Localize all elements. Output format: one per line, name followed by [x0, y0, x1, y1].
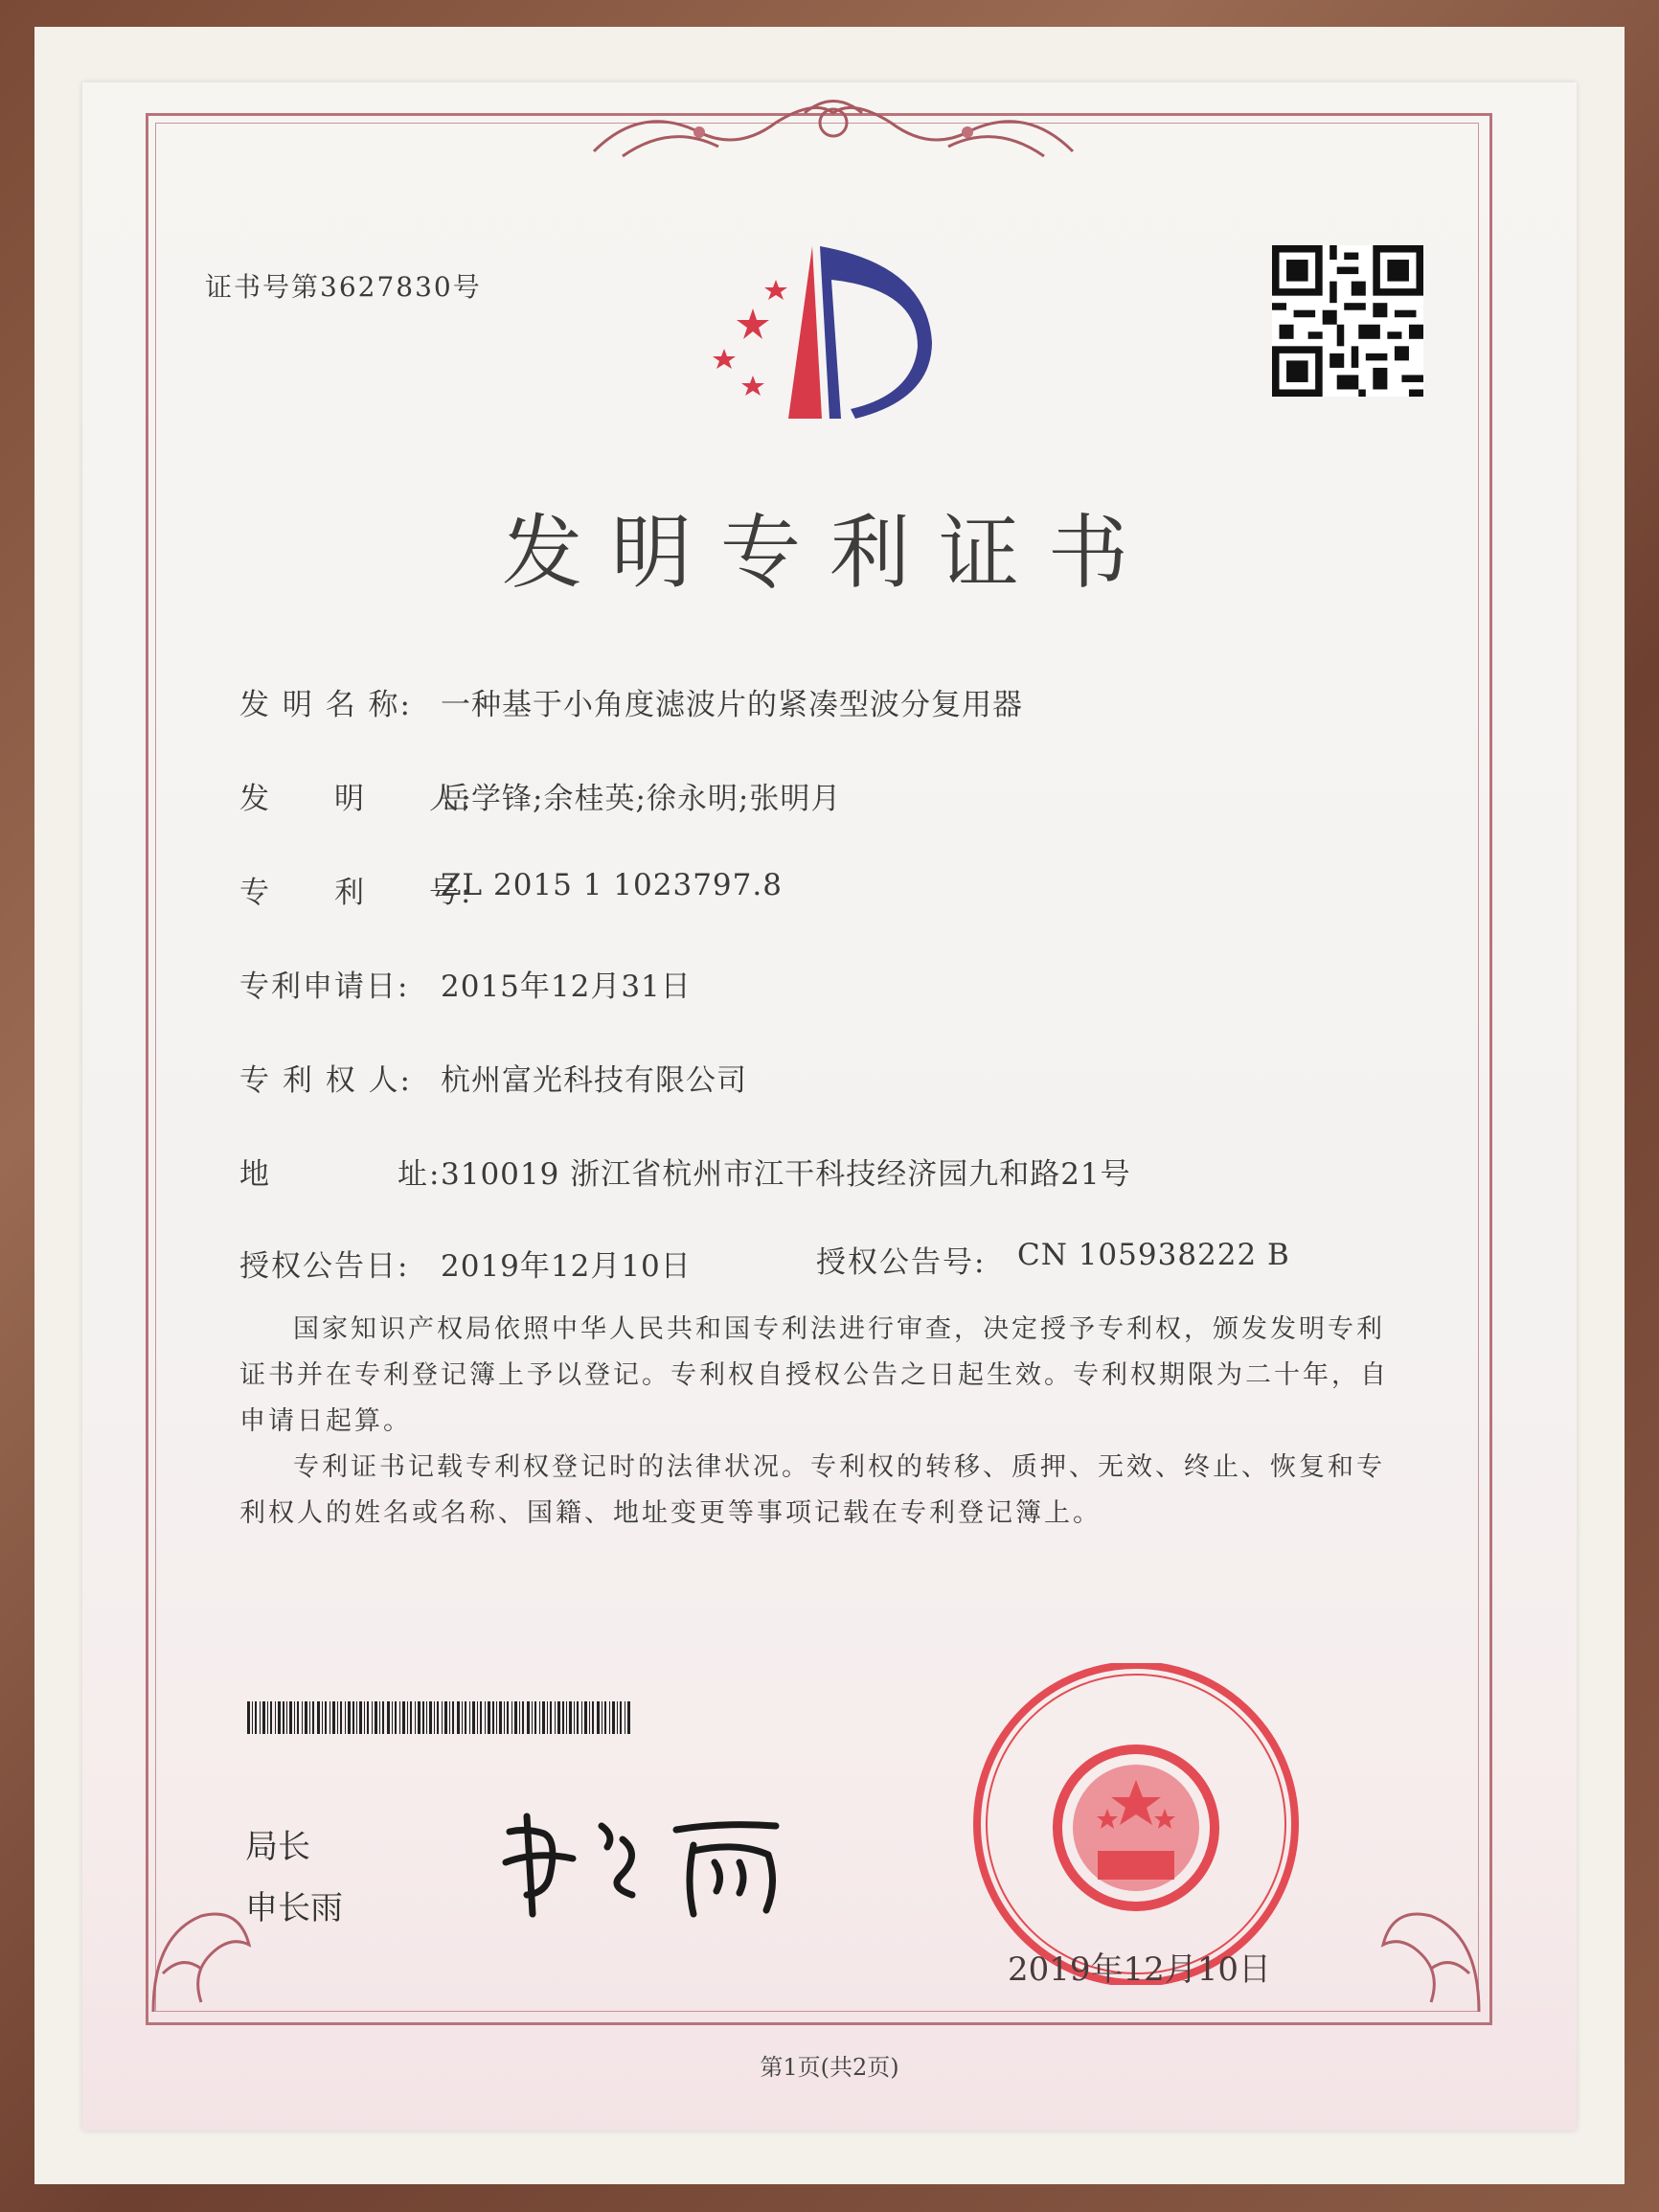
corner-ornament-bottom-right-icon	[1364, 1878, 1489, 2021]
field-value-invention-name: 一种基于小角度滤波片的紧凑型波分复用器	[441, 688, 1023, 722]
field-label-patentee: 专 利 权 人:	[239, 1063, 413, 1098]
handwritten-signature	[489, 1788, 833, 1931]
field-value-address: 310019 浙江省杭州市江干科技经济园九和路21号	[441, 1157, 1131, 1192]
patent-office-logo-icon	[697, 241, 937, 423]
legal-paragraph-1: 国家知识产权局依照中华人民共和国专利法进行审查，决定授予专利权，颁发发明专利证书并在专利登记簿上予以登记。专利权自授权公告之日起生效。专利权期限为二十年，自申请日起算。	[239, 1314, 1389, 1436]
field-label-inventors: 发 明 人:	[239, 782, 473, 816]
field-label-grant-date: 授权公告日:	[239, 1249, 410, 1284]
seal-date: 2019年12月10日	[1008, 1950, 1272, 1989]
field-value-grant-date: 2019年12月10日	[441, 1249, 692, 1284]
page-footer: 第1页(共2页)	[760, 2054, 899, 2081]
official-seal	[954, 1663, 1318, 1985]
signatory-title: 局长	[245, 1828, 310, 1866]
legal-paragraph-2: 专利证书记载专利权登记时的法律状况。专利权的转移、质押、无效、终止、恢复和专利权人的姓名或名称、国籍、地址变更等事项记载在专利登记簿上。	[239, 1452, 1385, 1528]
field-label-grant-number: 授权公告号:	[816, 1245, 987, 1280]
field-value-patent-number: ZL 2015 1 1023797.8	[441, 868, 783, 902]
certificate-number: 证书号第3627830号	[205, 271, 482, 303]
field-label-address: 地 址:	[239, 1157, 442, 1192]
qr-code-icon	[1272, 245, 1423, 397]
field-value-inventors: 岳学锋;余桂英;徐永明;张明月	[441, 782, 842, 816]
field-label-application-date: 专利申请日:	[239, 969, 410, 1004]
top-ornament-icon	[584, 94, 1082, 171]
field-value-patentee: 杭州富光科技有限公司	[441, 1063, 747, 1098]
field-label-patent-number: 专 利 号:	[239, 876, 473, 910]
barcode-icon	[247, 1701, 632, 1734]
signatory-name: 申长雨	[245, 1889, 343, 1927]
field-value-grant-number: CN 105938222 B	[1017, 1238, 1290, 1272]
field-value-application-date: 2015年12月31日	[441, 969, 692, 1004]
field-label-invention-name: 发 明 名 称:	[239, 688, 413, 722]
certificate-title: 发明专利证书	[501, 506, 1157, 600]
